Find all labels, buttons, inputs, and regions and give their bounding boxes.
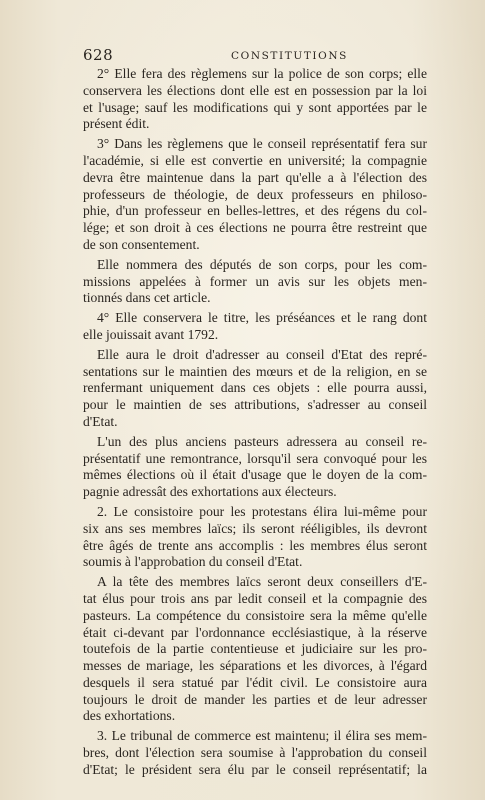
text-line: A la tête des membres laïcs seront deux conseillers d'E- [97,574,427,590]
paragraph [83,504,427,571]
text-line: messes de mariage, les séparations et les divorces, à l'égard [83,658,427,674]
text-line: Elle aura le droit d'adresser au conseil d'Etat des repré- [97,346,427,362]
paragraph [83,257,427,307]
text-line: 3° Dans les règlemens que le conseil représentatif fera sur [97,136,427,152]
text-line: tionnés dans cet article. [83,290,211,306]
text-line: être âgés de trente ans accomplis : les membres élus seront [83,537,427,553]
text-line: conservera les élections dont elle est en possession par la loi [83,82,427,98]
paragraph [83,310,427,344]
text-line: missions appelées à former un avis sur les objets men- [83,273,427,289]
paragraph [83,347,427,431]
paragraph [83,66,427,133]
text-line: devra être maintenue dans la part qu'elle a à l'élection des [83,169,427,185]
text-line: mêmes élections où il était d'usage que le doyen de la com- [83,467,427,483]
text-line: bres, dont l'élection sera soumise à l'approbation du conseil [83,745,427,761]
text-line: toujours le droit de mander les parties et de leur adresser [83,691,427,707]
text-line: toutefois de la partie contentieuse et judiciaire sur les pro- [83,641,427,657]
text-line: présentatif une remontrance, lorsqu'il sera convoqué pour les [83,450,427,466]
text-line: pour le maintien de ses attributions, s'adresser au conseil [83,397,427,413]
text-line: de son consentement. [83,236,200,252]
text-line: l'académie, si elle est convertie en université; la compagnie [83,152,427,168]
paragraph [83,434,427,501]
text-line: soumis à l'approbation du conseil d'Etat. [83,554,303,570]
text-line: pasteurs. La compétence du consistoire sera la même qu'elle [83,607,427,623]
text-line: elle jouissait avant 1792. [83,326,219,342]
paragraph [83,728,427,778]
text-line: lége; et son droit à ces élections ne pourra être restreint que [83,220,427,236]
text-line: L'un des plus anciens pasteurs adressera au conseil re- [97,433,427,449]
text-line: et l'usage; sauf les modifications qui y sont apportées par le [83,99,427,115]
text-line: tat élus pour trois ans par ledit conseil et la compagnie des [83,590,427,606]
text-line: professeurs de théologie, de deux professeurs en philoso- [83,186,427,202]
text-line: 4° Elle conservera le titre, les préséances et le rang dont [97,310,427,326]
text-line: Elle nommera des députés de son corps, pour les com- [97,256,427,272]
text-line: 2° Elle fera des règlemens sur la police de son corps; elle [97,66,427,81]
paragraph [83,574,427,725]
page-number: 628 [83,46,114,64]
text-line: d'Etat. [83,413,118,429]
text-line: renfermant uniquement dans ces objets : elle pourra aussi, [83,380,427,396]
text-line: d'Etat; le président sera élu par le conseil représentatif; la [83,761,427,777]
paragraph [83,136,427,254]
text-line: phie, d'un professeur en belles-lettres, et des régens du col- [83,203,427,219]
text-line: desquels il sera statué par l'édit civil. Le consistoire aura [83,674,427,690]
text-line: six ans ses membres laïcs; ils seront rééligibles, ils devront [83,520,427,536]
text-line: présent édit. [83,116,150,132]
text-line: était ci-devant par l'ordonnance ecclésiastique, à la réserve [83,624,427,640]
text-line: pagnie adressât des exhortations aux électeurs. [83,484,337,500]
page-header [83,46,426,66]
body-text [83,66,427,779]
text-line: des exhortations. [83,708,176,724]
text-line: 2. Le consistoire pour les protestans élira lui-même pour [97,503,427,519]
text-line: sentations sur le maintien des mœurs et de la religion, en se [83,363,427,379]
text-line: 3. Le tribunal de commerce est maintenu; il élira ses mem- [97,728,427,744]
running-title: CONSTITUTIONS [231,50,348,62]
